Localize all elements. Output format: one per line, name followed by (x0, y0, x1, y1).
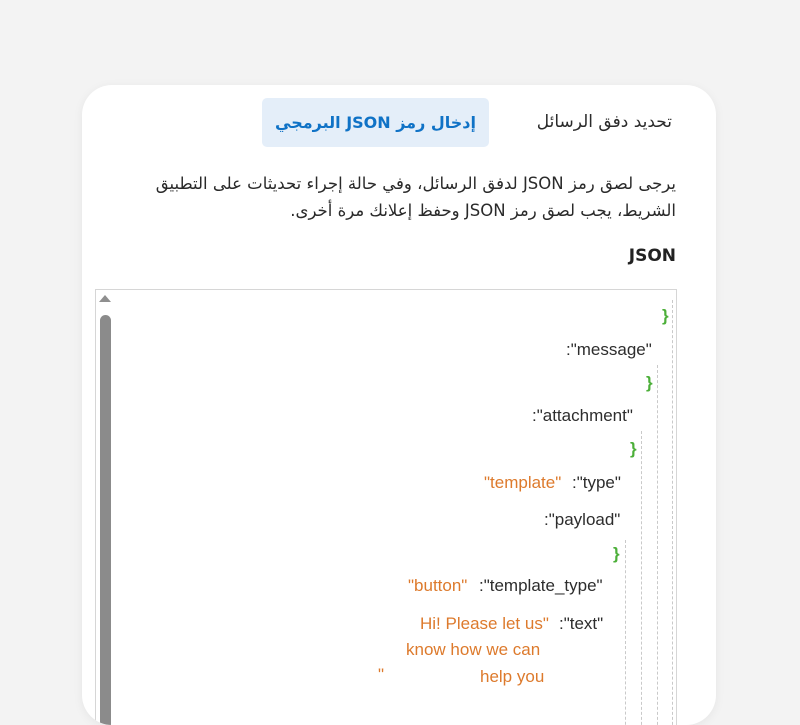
code-value-text-line-2: know how we can (406, 640, 541, 659)
instructions-line-2: الشريط، يجب لصق رمز JSON وحفظ إعلانك مرة أخرى. (290, 201, 676, 220)
code-brace-open: } (613, 544, 620, 563)
instructions-line-1: يرجى لصق رمز JSON لدفق الرسائل، وفي حالة إجراء تحديثات على التطبيق (155, 174, 676, 193)
tab-json-input[interactable]: إدخال رمز JSON البرمجي (262, 98, 489, 147)
code-value-text-line-1: Hi! Please let us" (420, 614, 549, 633)
indent-guide (625, 540, 626, 725)
tab-bar (82, 85, 716, 155)
scrollbar-thumb[interactable] (100, 315, 111, 725)
json-input-card (82, 85, 716, 725)
code-value-button: "button" (408, 576, 468, 595)
scroll-up-arrow-icon[interactable] (99, 295, 111, 302)
code-key-payload: :"payload" (544, 510, 621, 529)
code-key-text: :"text" (559, 614, 604, 633)
code-brace-open: } (662, 306, 669, 325)
json-code-editor[interactable] (95, 289, 677, 725)
code-value-text-line-3: help you (480, 667, 545, 686)
json-field-label: JSON (628, 246, 676, 266)
code-key-type: :"type" (572, 473, 621, 492)
indent-guide (672, 300, 673, 725)
indent-guide (657, 365, 658, 725)
tab-message-flow[interactable]: تحديد دفق الرسائل (502, 98, 672, 147)
code-value-text-quote: " (378, 665, 385, 684)
instructions-text (102, 170, 676, 224)
code-value-template: "template" (484, 473, 562, 492)
code-key-message: :"message" (566, 340, 652, 359)
code-brace-open: } (630, 439, 637, 458)
indent-guide (641, 431, 642, 725)
code-key-attachment: :"attachment" (532, 406, 633, 425)
code-key-template-type: :"template_type" (479, 576, 603, 595)
code-brace-open: } (646, 373, 653, 392)
